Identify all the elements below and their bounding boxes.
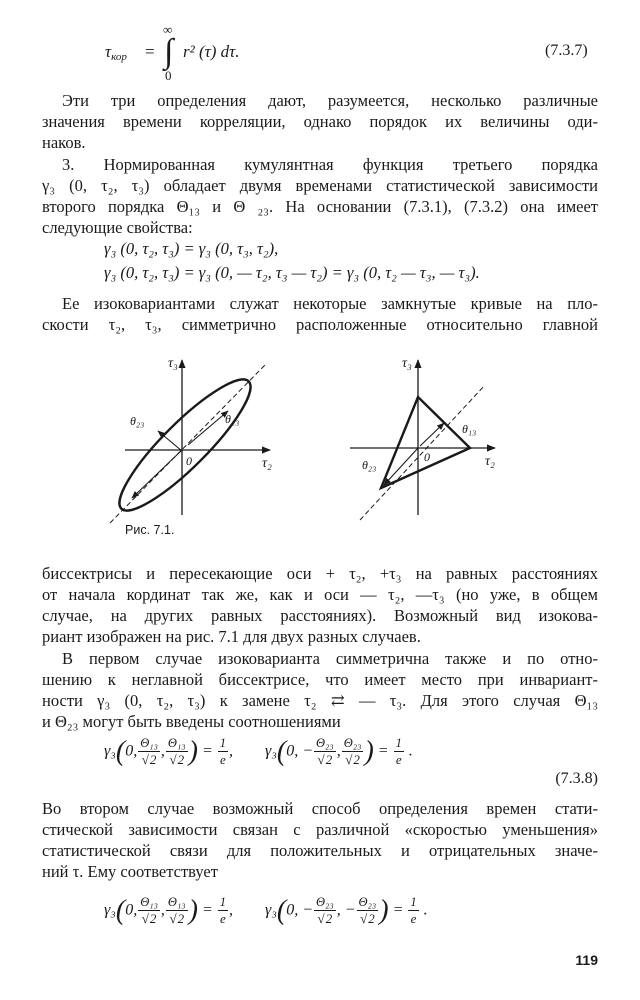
left-label-tau3: τ₃ (168, 356, 178, 371)
eq739-theta23: Θ₂₃ (316, 895, 334, 909)
para5-line: и Θ₂₃ могут быть введены соотношениями (42, 712, 341, 731)
equation-final: γ₃(0, $\frac{\text{Θ₁₃}}{√2}$ , $\frac{\text{Θ₁₃}}{√2}$ ) = $\frac{1}{e}$ , γ₃(0, − $\frac{\text{Θ₂₃}}{√2}$ , − $\frac{\text{Θ₂₃}}{√2}$ ) = $\frac{1}{e}$ . (104, 895, 428, 926)
eq737-number: (7.3.7) (545, 42, 588, 59)
eq738-gamma: γ₃ (104, 742, 116, 760)
left-label-origin: 0 (186, 454, 192, 468)
para5-line: ности γ₃ (0, τ₂, τ₃) к замене τ₂ ⇄ — τ₃. Для этого случая Θ₁₃ (42, 691, 598, 710)
para6-line: статистической связи для положительных и отрицательных значе- (42, 841, 598, 860)
integral-sign-icon: ∫ (164, 33, 174, 70)
figure-caption: Рис. 7.1. (125, 523, 175, 537)
eq738-theta13: Θ₁₃ (140, 736, 158, 750)
eq738-theta13b: Θ₁₃ (167, 736, 186, 750)
left-bisector (110, 365, 265, 523)
para3-line: скости τ₂, τ₃, симметрично расположенные относительно главной (42, 315, 598, 334)
figure-7-1 (100, 345, 520, 535)
para4-line: биссектрисы и пересекающие оси + τ₂, +τ₃ на равных расстояниях (42, 564, 598, 583)
left-minus-arrow (132, 450, 182, 498)
equation-symmetry-2: γ₃ (0, τ₂, τ₃) = γ₃ (0, — τ₂, τ₃ — τ₂) = γ₃ (0, τ₂ — τ₃, — τ₃). (104, 263, 480, 282)
page-number: 119 (575, 952, 598, 968)
right-label-tau3: τ₃ (402, 356, 412, 371)
para1-line: наков. (42, 133, 86, 152)
eq737-integrand: r² (τ) dτ. (183, 42, 240, 61)
eq738-gamma-2: γ₃ (265, 742, 277, 760)
para4-line: риант изображен на рис. 7.1 для двух разных случаев. (42, 627, 421, 646)
para2-line: 3. Нормированная кумулянтная функция третьего порядка (62, 155, 598, 174)
eq738-theta23b: Θ₂₃ (343, 736, 362, 750)
figure-7-1-svg (100, 345, 520, 535)
right-label-origin: 0 (424, 450, 430, 464)
left-label-theta13: θ₁₃ (225, 412, 240, 426)
left-label-tau2: τ₂ (262, 456, 272, 471)
para5-line: шению к неглавной биссектрисе, что имеет место при инвариант- (42, 670, 598, 689)
eq739-gamma: γ₃ (104, 901, 116, 919)
left-theta23-arrow (158, 431, 182, 451)
eq737-rel: = (145, 42, 155, 61)
equation-7-3-8: γ₃(0, $\frac{\text{Θ₁₃}}{√2}$ , $\frac{\text{Θ₁₃}}{√2}$ ) = $\frac{1}{e}$ , γ₃(0, − $\frac{\text{Θ₂₃}}{√2}$ , $\frac{\text{Θ₂₃}}{√2}$ ) = $\frac{1}{e}$ . (104, 736, 413, 767)
equation-symmetry-1: γ₃ (0, τ₂, τ₃) = γ₃ (0, τ₃, τ₂), (104, 239, 279, 258)
para2-line: следующие свойства: (42, 218, 193, 237)
figure-right-diagram (350, 356, 495, 520)
equation-7-3-7 (105, 14, 605, 84)
para2-line: второго порядка Θ₁₃ и Θ ₂₃. На основании (7.3.1), (7.3.2) она имеет (42, 197, 598, 216)
para1-line: значения времени корреляции, однако порядок их величины оди- (42, 112, 598, 131)
figure-left-diagram (106, 356, 272, 524)
eq737-lhs-sub: кор (111, 51, 127, 63)
para4-line: случае, на других равных расстояниях). Возможный вид изокова- (42, 606, 598, 625)
para5-line: В первом случае изоковарианта симметрична также и по отно- (62, 649, 598, 668)
para6-line: стической зависимости связан с различной «скоростью уменьшения» (42, 820, 598, 839)
eq738-theta23: Θ₂₃ (316, 736, 334, 750)
para6-line: Во втором случае возможный способ определения времен стати- (42, 799, 598, 818)
right-label-theta13: θ₁₃ (462, 422, 477, 436)
right-label-theta23: θ₂₃ (362, 458, 377, 472)
right-label-tau2: τ₂ (485, 454, 495, 469)
para4-line: от начала кординат так же, как и оси — τ₂, —τ₃ (но уже, в общем (42, 585, 598, 604)
left-theta13-arrow (188, 411, 228, 445)
eq739-theta13b: Θ₁₃ (167, 895, 186, 909)
eq737-lhs: τ (105, 42, 112, 61)
para2-line: γ₃ (0, τ₂, τ₃) обладает двумя временами статистической зависимости (42, 176, 598, 195)
eq737-int-upper: ∞ (163, 22, 173, 37)
para3-line: Ее изоковариантами служат некоторые замкнутые кривые на пло- (62, 294, 598, 313)
eq739-gamma-2: γ₃ (265, 901, 277, 919)
eq739-theta13: Θ₁₃ (140, 895, 158, 909)
right-bisector (360, 385, 485, 520)
eq737-int-lower: 0 (165, 68, 172, 83)
eq738-number: (7.3.8) (555, 770, 598, 787)
para6-line: ний τ. Ему соответствует (42, 862, 218, 881)
left-label-theta23: θ₂₃ (130, 414, 145, 428)
para1-line: Эти три определения дают, разумеется, несколько различные (62, 91, 598, 110)
eq739-theta23b: Θ₂₃ (358, 895, 377, 909)
